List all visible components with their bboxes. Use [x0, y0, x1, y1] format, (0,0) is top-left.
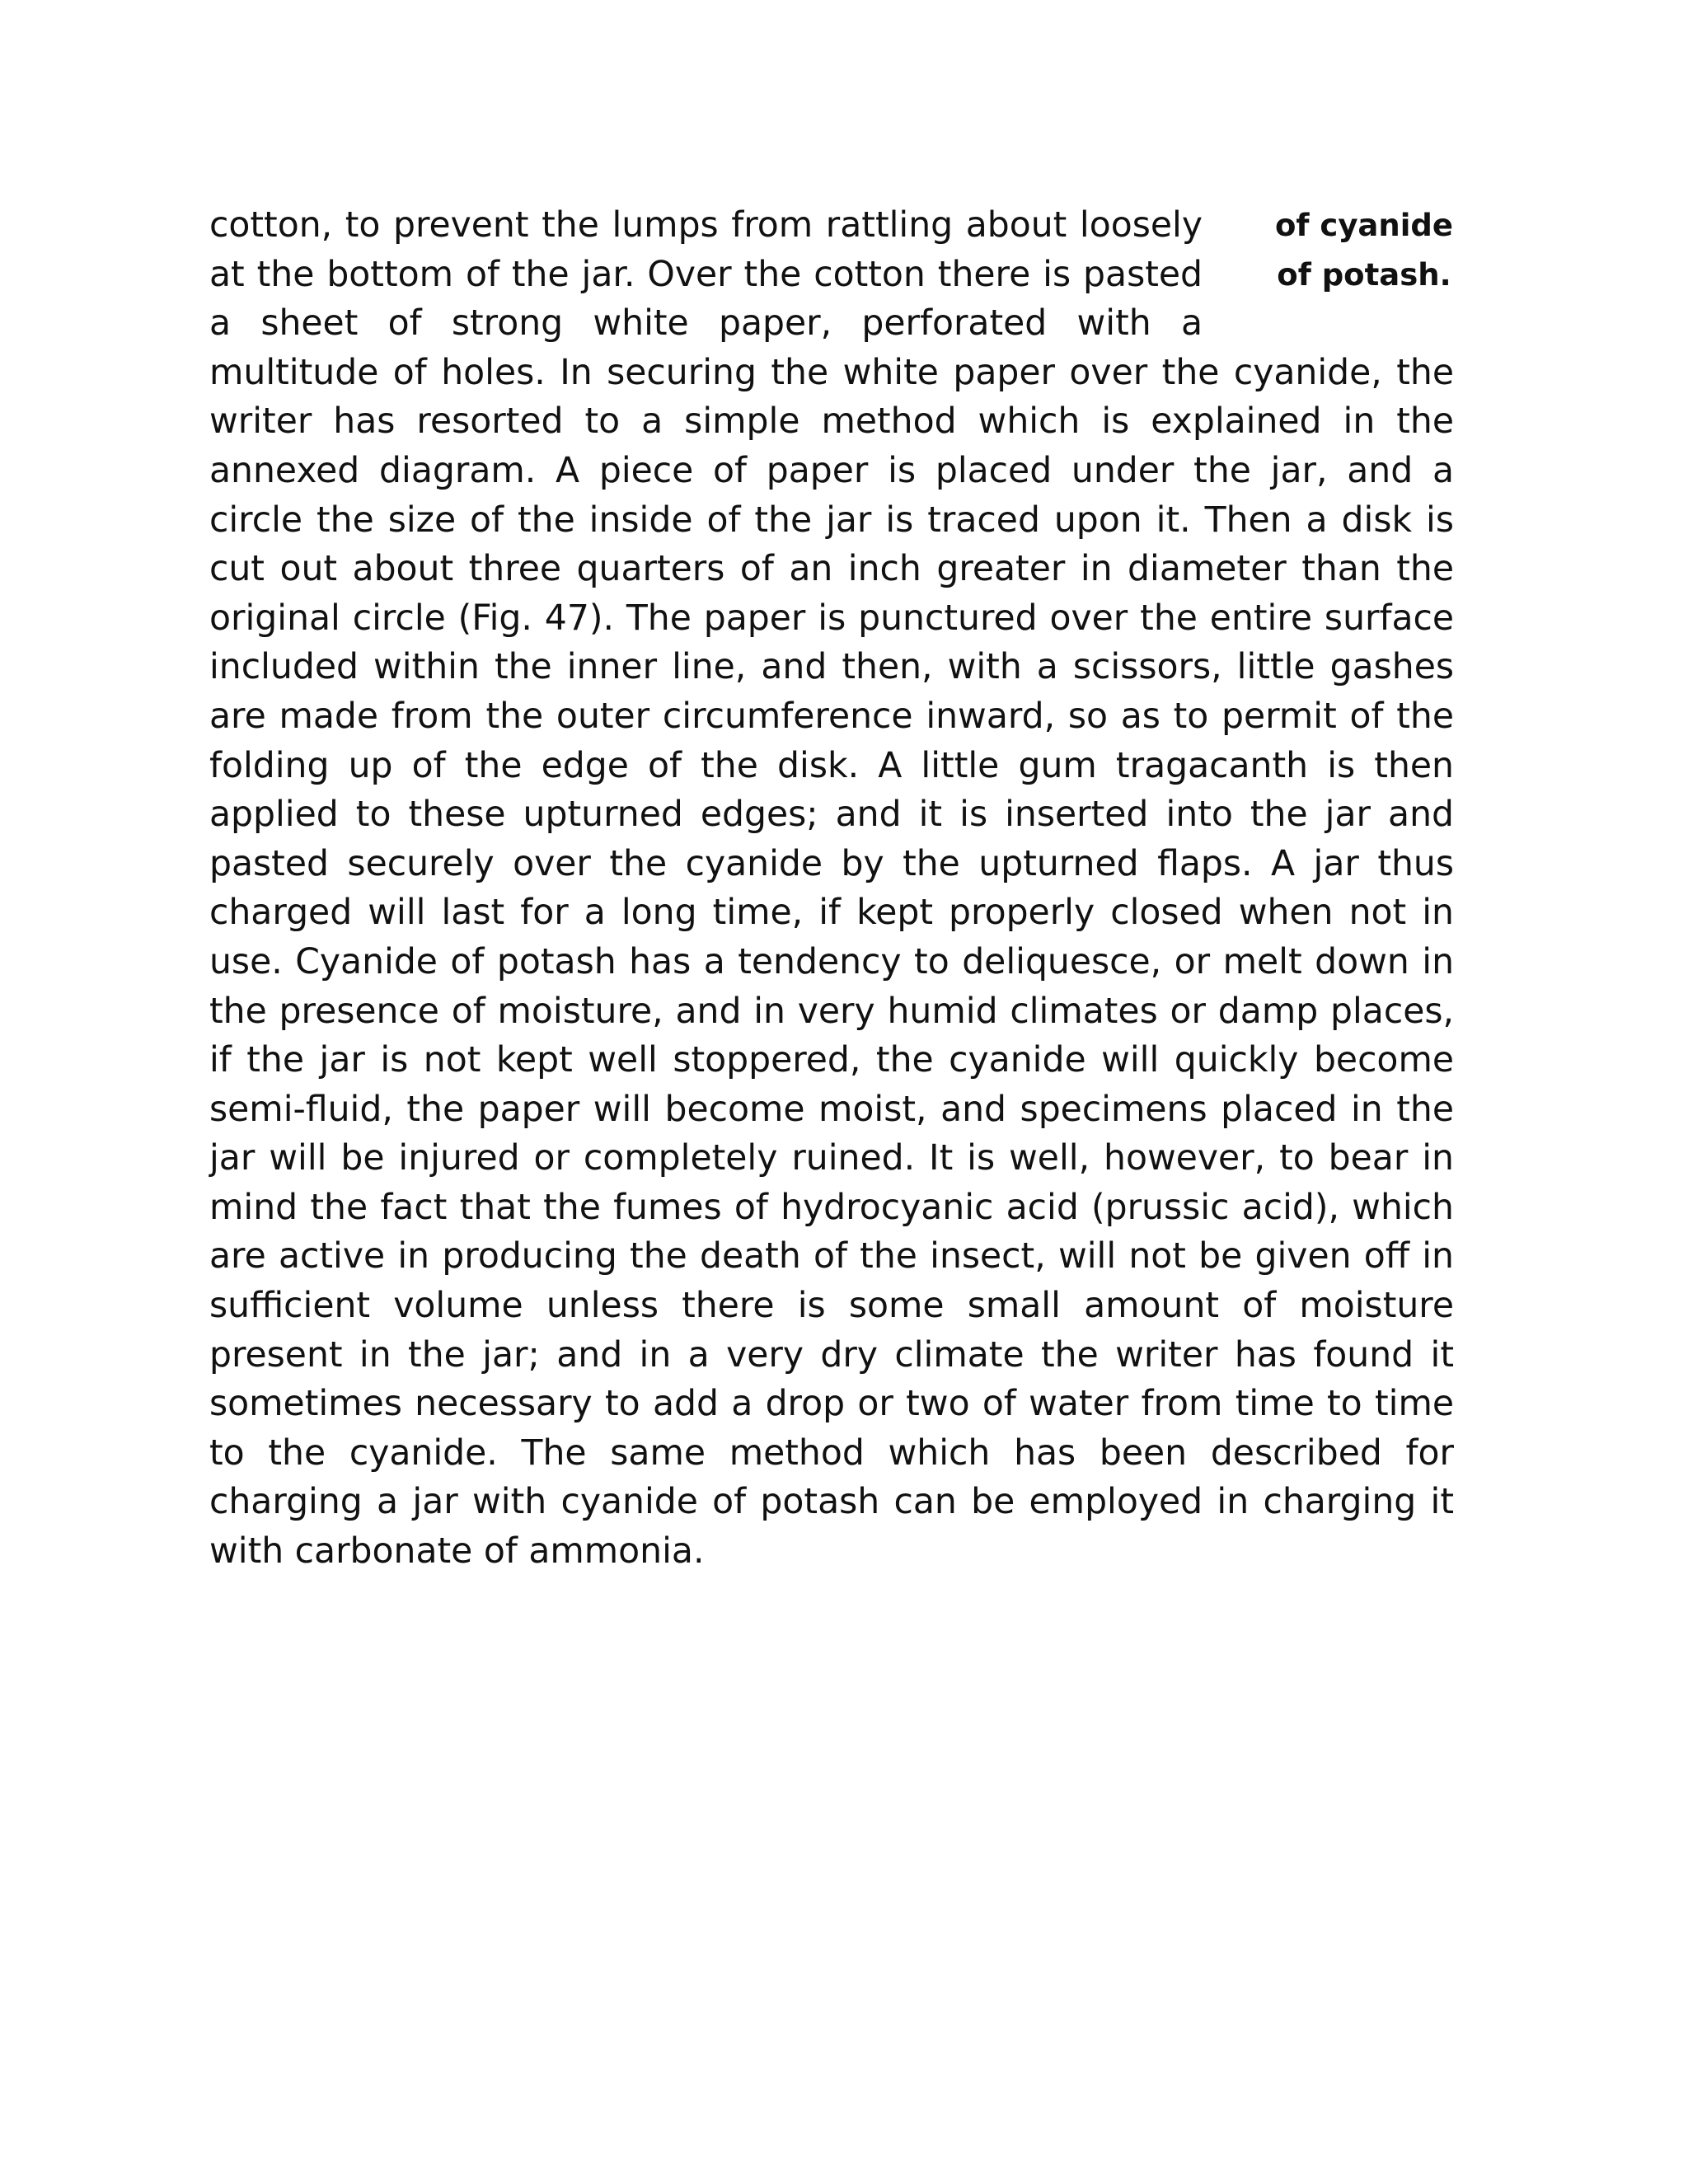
margin-note-line-2: of potash.: [1277, 256, 1451, 293]
body-text: [209, 201, 1454, 1577]
body-paragraph: cotton, to prevent the lumps from rattling about loosely at the bottom of the jar. Over the cotton there is pasted a sheet of strong white paper, perforated with a multitude of holes. In securing the white paper over the cyanide, the writer has resorted to a simple method which is explained in the annexed diagram. A piece of paper is placed under the jar, and a circle the size of the inside of the jar is traced upon it. Then a disk is cut out about three quarters of an inch greater in diameter than the original circle (Fig. 47). The paper is punctured over the entire surface included within the inner line, and then, with a scissors, little gashes are made from the outer circumference inward, so as to permit of the folding up of the edge of the disk. A little gum tragacanth is then applied to these upturned edges; and it is inserted into the jar and pasted securely over the cyanide by the upturned flaps. A jar thus charged will last for a long time, if kept properly closed when not in use. Cyanide of potash has a tendency to deliquesce, or melt down in the presence of moisture, and in very humid climates or damp places, if the jar is not kept well stoppered, the cyanide will quickly become semi-fluid, the paper will become moist, and specimens placed in the jar will be injured or completely ruined. It is well, however, to bear in mind the fact that the fumes of hydrocyanic acid (prussic acid), which are active in producing the death of the insect, will not be given off in sufficient volume unless there is some small amount of moisture present in the jar; and in a very dry climate the writer has found it sometimes necessary to add a drop or two of water from time to time to the cyanide. The same method which has been described for charging a jar with cyanide of potash can be employed in charging it with carbonate of ammonia.: [209, 205, 1454, 1572]
margin-note-line-1: of cyanide: [1274, 208, 1454, 243]
margin-note-spacer: [1203, 201, 1454, 325]
